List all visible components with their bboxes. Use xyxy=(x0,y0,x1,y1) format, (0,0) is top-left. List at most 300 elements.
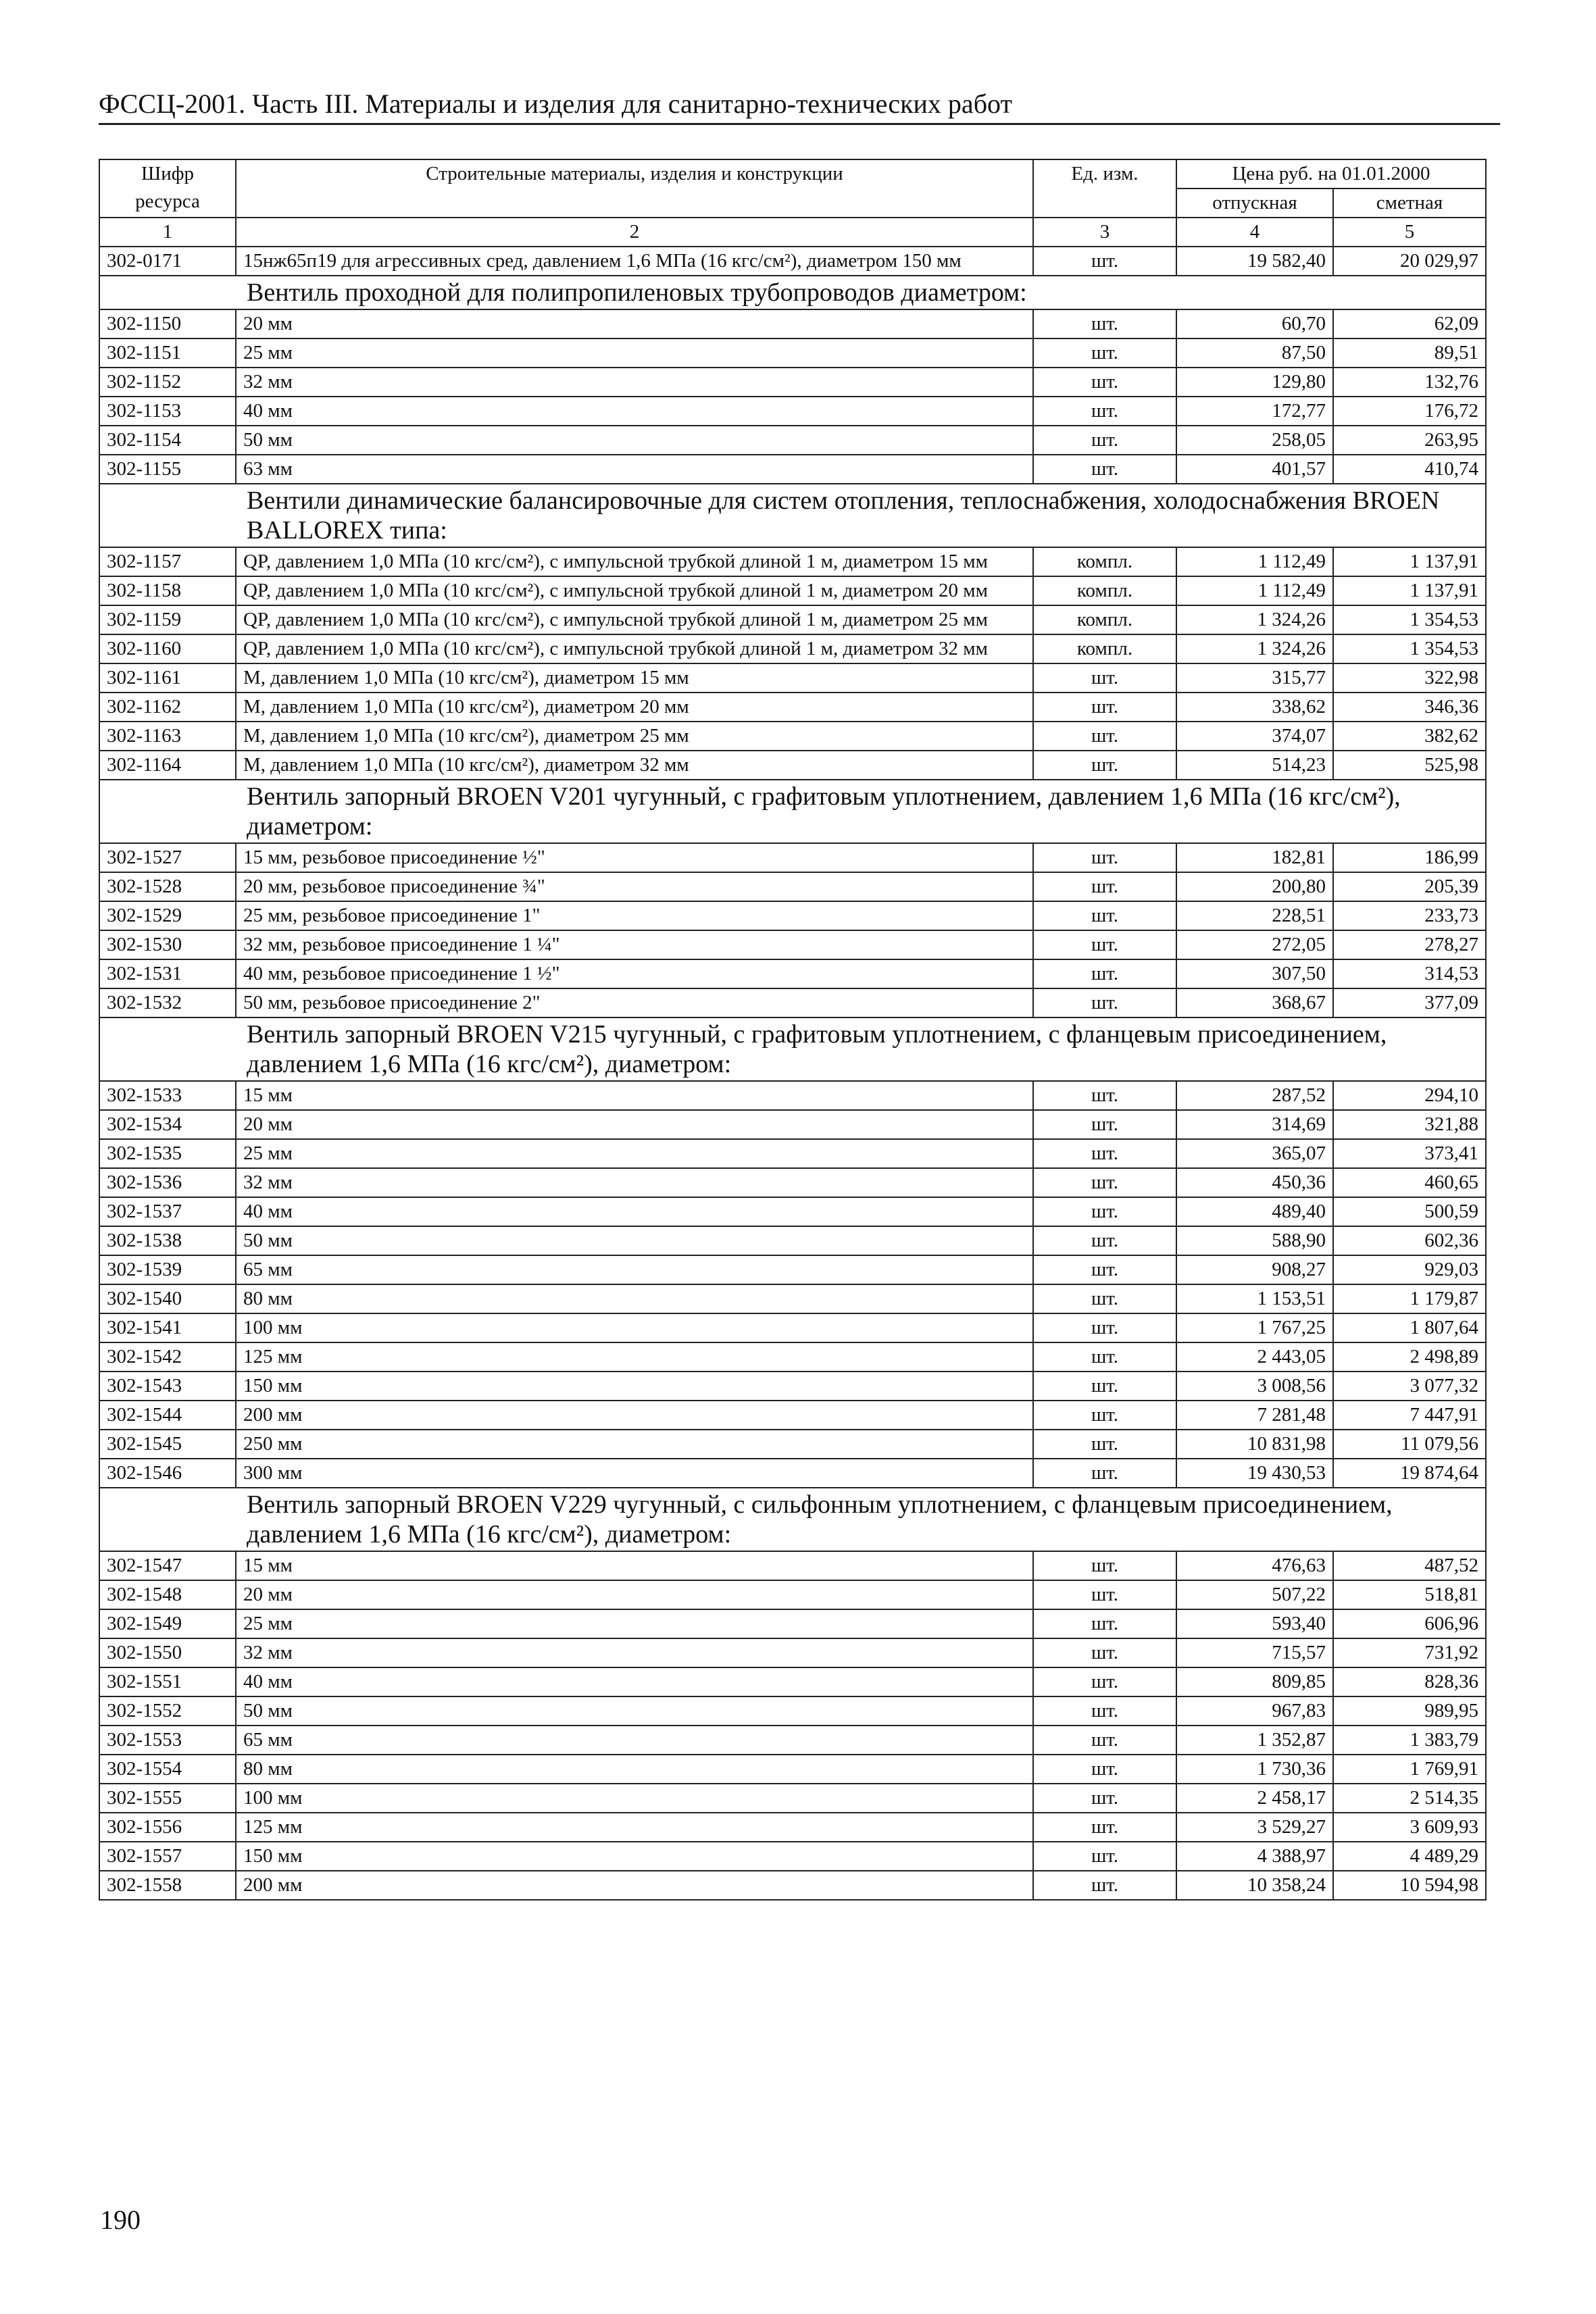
price-release: 60,70 xyxy=(1176,309,1333,338)
table-row xyxy=(99,1784,1486,1813)
resource-code: 302-1163 xyxy=(99,722,236,751)
price-estimate: 20 029,97 xyxy=(1333,247,1486,276)
resource-code: 302-1536 xyxy=(99,1168,236,1197)
header-code: Шифр ресурса xyxy=(99,159,236,218)
price-release: 1 153,51 xyxy=(1176,1284,1333,1313)
price-estimate: 263,95 xyxy=(1333,426,1486,455)
item-name: 200 мм xyxy=(236,1401,1033,1430)
resource-code: 302-1160 xyxy=(99,634,236,663)
item-name: 65 мм xyxy=(236,1726,1033,1755)
resource-code: 302-1545 xyxy=(99,1430,236,1459)
item-name: 32 мм, резьбовое присоединение 1 ¼" xyxy=(236,930,1033,959)
price-release: 129,80 xyxy=(1176,368,1333,397)
price-release: 450,36 xyxy=(1176,1168,1333,1197)
item-name: 40 мм xyxy=(236,1667,1033,1696)
resource-code: 302-1537 xyxy=(99,1197,236,1226)
item-name: 15 мм xyxy=(236,1081,1033,1110)
price-estimate: 518,81 xyxy=(1333,1580,1486,1609)
table-row xyxy=(99,1726,1486,1755)
price-estimate: 89,51 xyxy=(1333,338,1486,368)
resource-code: 302-1542 xyxy=(99,1342,236,1372)
unit-cell: шт. xyxy=(1033,1609,1176,1638)
price-estimate: 2 514,35 xyxy=(1333,1784,1486,1813)
price-estimate: 487,52 xyxy=(1333,1551,1486,1580)
table-row xyxy=(99,1197,1486,1226)
price-release: 228,51 xyxy=(1176,901,1333,930)
item-name: 20 мм xyxy=(236,1580,1033,1609)
item-name: 25 мм xyxy=(236,1139,1033,1168)
item-name: QP, давлением 1,0 МПа (10 кгс/см²), с импульсной трубкой длиной 1 м, диаметром 20 мм xyxy=(236,576,1033,605)
price-estimate: 4 489,29 xyxy=(1333,1842,1486,1871)
section-row xyxy=(99,276,1486,309)
item-name: M, давлением 1,0 МПа (10 кгс/см²), диаметром 15 мм xyxy=(236,663,1033,693)
price-estimate: 205,39 xyxy=(1333,872,1486,901)
item-name: QP, давлением 1,0 МПа (10 кгс/см²), с импульсной трубкой длиной 1 м, диаметром 32 мм xyxy=(236,634,1033,663)
unit-cell: шт. xyxy=(1033,1580,1176,1609)
unit-cell: шт. xyxy=(1033,1638,1176,1667)
price-release: 1 324,26 xyxy=(1176,634,1333,663)
item-name: 200 мм xyxy=(236,1871,1033,1900)
unit-cell: шт. xyxy=(1033,1842,1176,1871)
price-estimate: 1 137,91 xyxy=(1333,576,1486,605)
unit-cell: шт. xyxy=(1033,1459,1176,1488)
price-release: 1 112,49 xyxy=(1176,547,1333,576)
price-estimate: 321,88 xyxy=(1333,1110,1486,1139)
price-estimate: 186,99 xyxy=(1333,843,1486,872)
resource-code: 302-1539 xyxy=(99,1255,236,1284)
table-row xyxy=(99,1430,1486,1459)
table-row xyxy=(99,576,1486,605)
price-estimate: 1 354,53 xyxy=(1333,634,1486,663)
item-name: 15нж65п19 для агрессивных сред, давлением 1,6 МПа (16 кгс/см²), диаметром 150 мм xyxy=(236,247,1033,276)
price-estimate: 294,10 xyxy=(1333,1081,1486,1110)
price-release: 489,40 xyxy=(1176,1197,1333,1226)
price-release: 315,77 xyxy=(1176,663,1333,693)
item-name: 25 мм xyxy=(236,1609,1033,1638)
price-estimate: 314,53 xyxy=(1333,959,1486,988)
item-name: 32 мм xyxy=(236,368,1033,397)
header-price-group: Цена руб. на 01.01.2000 xyxy=(1176,159,1486,188)
resource-code: 302-1558 xyxy=(99,1871,236,1900)
item-name: 125 мм xyxy=(236,1813,1033,1842)
col-number: 3 xyxy=(1033,218,1176,247)
unit-cell: шт. xyxy=(1033,1551,1176,1580)
item-name: 20 мм xyxy=(236,1110,1033,1139)
price-release: 1 324,26 xyxy=(1176,605,1333,634)
price-release: 3 008,56 xyxy=(1176,1372,1333,1401)
price-release: 87,50 xyxy=(1176,338,1333,368)
table-row xyxy=(99,1871,1486,1900)
unit-cell: шт. xyxy=(1033,1430,1176,1459)
item-name: QP, давлением 1,0 МПа (10 кгс/см²), с импульсной трубкой длиной 1 м, диаметром 15 мм xyxy=(236,547,1033,576)
unit-cell: шт. xyxy=(1033,1081,1176,1110)
table-row xyxy=(99,1139,1486,1168)
price-estimate: 2 498,89 xyxy=(1333,1342,1486,1372)
unit-cell: шт. xyxy=(1033,930,1176,959)
unit-cell: шт. xyxy=(1033,1110,1176,1139)
section-row xyxy=(99,484,1486,547)
resource-code: 302-1150 xyxy=(99,309,236,338)
resource-code: 302-1535 xyxy=(99,1139,236,1168)
table-row xyxy=(99,1110,1486,1139)
resource-code: 302-1528 xyxy=(99,872,236,901)
price-estimate: 132,76 xyxy=(1333,368,1486,397)
item-name: 100 мм xyxy=(236,1313,1033,1342)
resource-code: 302-1530 xyxy=(99,930,236,959)
table-row xyxy=(99,368,1486,397)
price-estimate: 233,73 xyxy=(1333,901,1486,930)
unit-cell: шт. xyxy=(1033,1168,1176,1197)
unit-cell: шт. xyxy=(1033,247,1176,276)
resource-code: 302-1158 xyxy=(99,576,236,605)
table-row xyxy=(99,693,1486,722)
price-estimate: 346,36 xyxy=(1333,693,1486,722)
price-release: 401,57 xyxy=(1176,455,1333,484)
price-release: 588,90 xyxy=(1176,1226,1333,1255)
table-row xyxy=(99,1459,1486,1488)
resource-code: 302-1550 xyxy=(99,1638,236,1667)
item-name: M, давлением 1,0 МПа (10 кгс/см²), диаметром 32 мм xyxy=(236,751,1033,780)
price-release: 3 529,27 xyxy=(1176,1813,1333,1842)
item-name: 25 мм xyxy=(236,338,1033,368)
unit-cell: шт. xyxy=(1033,722,1176,751)
table-row xyxy=(99,1255,1486,1284)
price-estimate: 1 807,64 xyxy=(1333,1313,1486,1342)
unit-cell: шт. xyxy=(1033,1784,1176,1813)
table-row xyxy=(99,663,1486,693)
col-number: 2 xyxy=(236,218,1033,247)
item-name: M, давлением 1,0 МПа (10 кгс/см²), диаметром 20 мм xyxy=(236,693,1033,722)
resource-code: 302-1548 xyxy=(99,1580,236,1609)
price-estimate: 1 383,79 xyxy=(1333,1726,1486,1755)
table-row xyxy=(99,1081,1486,1110)
table-row xyxy=(99,843,1486,872)
item-name: 100 мм xyxy=(236,1784,1033,1813)
table-row xyxy=(99,1342,1486,1372)
price-estimate: 3 077,32 xyxy=(1333,1372,1486,1401)
price-release: 908,27 xyxy=(1176,1255,1333,1284)
price-estimate: 525,98 xyxy=(1333,751,1486,780)
unit-cell: шт. xyxy=(1033,1139,1176,1168)
resource-code: 302-1162 xyxy=(99,693,236,722)
header-price-estimate: сметная xyxy=(1333,188,1486,218)
table-row xyxy=(99,309,1486,338)
table-row xyxy=(99,722,1486,751)
item-name: QP, давлением 1,0 МПа (10 кгс/см²), с импульсной трубкой длиной 1 м, диаметром 25 мм xyxy=(236,605,1033,634)
unit-cell: шт. xyxy=(1033,1696,1176,1726)
price-release: 593,40 xyxy=(1176,1609,1333,1638)
resource-code: 302-1556 xyxy=(99,1813,236,1842)
price-estimate: 929,03 xyxy=(1333,1255,1486,1284)
price-release: 287,52 xyxy=(1176,1081,1333,1110)
unit-cell: шт. xyxy=(1033,455,1176,484)
price-release: 809,85 xyxy=(1176,1667,1333,1696)
price-estimate: 602,36 xyxy=(1333,1226,1486,1255)
price-release: 182,81 xyxy=(1176,843,1333,872)
table-row xyxy=(99,1696,1486,1726)
item-name: 65 мм xyxy=(236,1255,1033,1284)
unit-cell: шт. xyxy=(1033,751,1176,780)
unit-cell: шт. xyxy=(1033,872,1176,901)
item-name: 40 мм, резьбовое присоединение 1 ½" xyxy=(236,959,1033,988)
price-estimate: 989,95 xyxy=(1333,1696,1486,1726)
resource-code: 302-1540 xyxy=(99,1284,236,1313)
table-row xyxy=(99,930,1486,959)
table-row xyxy=(99,1755,1486,1784)
resource-code: 302-1553 xyxy=(99,1726,236,1755)
price-release: 1 352,87 xyxy=(1176,1726,1333,1755)
section-row xyxy=(99,1488,1486,1551)
resource-code: 302-1554 xyxy=(99,1755,236,1784)
unit-cell: компл. xyxy=(1033,605,1176,634)
table-row xyxy=(99,1609,1486,1638)
resource-code: 302-1531 xyxy=(99,959,236,988)
price-estimate: 3 609,93 xyxy=(1333,1813,1486,1842)
price-release: 2 443,05 xyxy=(1176,1342,1333,1372)
price-estimate: 606,96 xyxy=(1333,1609,1486,1638)
price-estimate: 10 594,98 xyxy=(1333,1871,1486,1900)
resource-code: 302-1551 xyxy=(99,1667,236,1696)
resource-code: 302-1543 xyxy=(99,1372,236,1401)
item-name: 20 мм, резьбовое присоединение ¾" xyxy=(236,872,1033,901)
price-estimate: 1 354,53 xyxy=(1333,605,1486,634)
unit-cell: шт. xyxy=(1033,1401,1176,1430)
col-number: 4 xyxy=(1176,218,1333,247)
price-estimate: 373,41 xyxy=(1333,1139,1486,1168)
price-release: 7 281,48 xyxy=(1176,1401,1333,1430)
unit-cell: шт. xyxy=(1033,663,1176,693)
price-release: 19 582,40 xyxy=(1176,247,1333,276)
table-row xyxy=(99,988,1486,1017)
item-name: 40 мм xyxy=(236,1197,1033,1226)
price-estimate: 62,09 xyxy=(1333,309,1486,338)
unit-cell: шт. xyxy=(1033,368,1176,397)
price-table xyxy=(99,159,1487,1901)
price-estimate: 500,59 xyxy=(1333,1197,1486,1226)
resource-code: 302-1161 xyxy=(99,663,236,693)
resource-code: 302-1153 xyxy=(99,397,236,426)
table-row xyxy=(99,1226,1486,1255)
page-number: 190 xyxy=(100,2205,141,2235)
table-row xyxy=(99,1401,1486,1430)
price-release: 19 430,53 xyxy=(1176,1459,1333,1488)
resource-code: 302-1546 xyxy=(99,1459,236,1488)
price-estimate: 19 874,64 xyxy=(1333,1459,1486,1488)
table-row xyxy=(99,547,1486,576)
unit-cell: шт. xyxy=(1033,1813,1176,1842)
price-release: 307,50 xyxy=(1176,959,1333,988)
table-row xyxy=(99,1313,1486,1342)
table-row xyxy=(99,247,1486,276)
price-estimate: 410,74 xyxy=(1333,455,1486,484)
price-release: 1 767,25 xyxy=(1176,1313,1333,1342)
resource-code: 302-1155 xyxy=(99,455,236,484)
header-unit: Ед. изм. xyxy=(1033,159,1176,218)
resource-code: 302-1549 xyxy=(99,1609,236,1638)
resource-code: 302-1538 xyxy=(99,1226,236,1255)
table-row xyxy=(99,426,1486,455)
unit-cell: компл. xyxy=(1033,634,1176,663)
price-release: 10 358,24 xyxy=(1176,1871,1333,1900)
table-row xyxy=(99,455,1486,484)
table-row xyxy=(99,1580,1486,1609)
unit-cell: шт. xyxy=(1033,1726,1176,1755)
price-release: 514,23 xyxy=(1176,751,1333,780)
table-row xyxy=(99,634,1486,663)
resource-code: 302-1157 xyxy=(99,547,236,576)
table-row xyxy=(99,338,1486,368)
item-name: 32 мм xyxy=(236,1638,1033,1667)
price-release: 967,83 xyxy=(1176,1696,1333,1726)
item-name: 25 мм, резьбовое присоединение 1" xyxy=(236,901,1033,930)
resource-code: 302-1547 xyxy=(99,1551,236,1580)
section-title: Вентиль запорный BROEN V229 чугунный, с сильфонным уплотнением, с фланцевым присоединением, давлением 1,6 МПа (16 кгс/см²), диаметром: xyxy=(99,1488,1486,1551)
item-name: 50 мм xyxy=(236,1226,1033,1255)
price-estimate: 1 769,91 xyxy=(1333,1755,1486,1784)
price-release: 172,77 xyxy=(1176,397,1333,426)
page-header: ФССЦ-2001. Часть III. Материалы и изделия для санитарно-технических работ xyxy=(99,86,1500,125)
unit-cell: компл. xyxy=(1033,547,1176,576)
resource-code: 302-1159 xyxy=(99,605,236,634)
unit-cell: шт. xyxy=(1033,1871,1176,1900)
item-name: 50 мм xyxy=(236,426,1033,455)
resource-code: 302-1555 xyxy=(99,1784,236,1813)
item-name: 50 мм, резьбовое присоединение 2" xyxy=(236,988,1033,1017)
table-row xyxy=(99,959,1486,988)
unit-cell: компл. xyxy=(1033,576,1176,605)
unit-cell: шт. xyxy=(1033,988,1176,1017)
item-name: 40 мм xyxy=(236,397,1033,426)
resource-code: 302-1532 xyxy=(99,988,236,1017)
unit-cell: шт. xyxy=(1033,1342,1176,1372)
price-estimate: 828,36 xyxy=(1333,1667,1486,1696)
item-name: 80 мм xyxy=(236,1284,1033,1313)
price-release: 4 388,97 xyxy=(1176,1842,1333,1871)
unit-cell: шт. xyxy=(1033,1372,1176,1401)
price-release: 338,62 xyxy=(1176,693,1333,722)
header-name: Строительные материалы, изделия и конструкции xyxy=(236,159,1033,218)
column-number-row xyxy=(99,218,1486,247)
unit-cell: шт. xyxy=(1033,959,1176,988)
price-release: 374,07 xyxy=(1176,722,1333,751)
table-row xyxy=(99,1284,1486,1313)
price-release: 715,57 xyxy=(1176,1638,1333,1667)
item-name: 63 мм xyxy=(236,455,1033,484)
col-number: 5 xyxy=(1333,218,1486,247)
price-estimate: 382,62 xyxy=(1333,722,1486,751)
item-name: 300 мм xyxy=(236,1459,1033,1488)
price-release: 314,69 xyxy=(1176,1110,1333,1139)
table-row xyxy=(99,1638,1486,1667)
item-name: 250 мм xyxy=(236,1430,1033,1459)
resource-code: 302-1152 xyxy=(99,368,236,397)
resource-code: 302-1529 xyxy=(99,901,236,930)
price-estimate: 176,72 xyxy=(1333,397,1486,426)
price-release: 507,22 xyxy=(1176,1580,1333,1609)
resource-code: 302-1151 xyxy=(99,338,236,368)
item-name: 32 мм xyxy=(236,1168,1033,1197)
table-row xyxy=(99,1168,1486,1197)
table-row xyxy=(99,751,1486,780)
unit-cell: шт. xyxy=(1033,338,1176,368)
resource-code: 302-1533 xyxy=(99,1081,236,1110)
unit-cell: шт. xyxy=(1033,1226,1176,1255)
table-row xyxy=(99,872,1486,901)
table-row xyxy=(99,1551,1486,1580)
item-name: 15 мм, резьбовое присоединение ½" xyxy=(236,843,1033,872)
table-row xyxy=(99,1842,1486,1871)
unit-cell: шт. xyxy=(1033,426,1176,455)
unit-cell: шт. xyxy=(1033,1667,1176,1696)
resource-code: 302-1527 xyxy=(99,843,236,872)
price-estimate: 11 079,56 xyxy=(1333,1430,1486,1459)
item-name: 125 мм xyxy=(236,1342,1033,1372)
item-name: 80 мм xyxy=(236,1755,1033,1784)
price-release: 1 730,36 xyxy=(1176,1755,1333,1784)
unit-cell: шт. xyxy=(1033,1755,1176,1784)
unit-cell: шт. xyxy=(1033,397,1176,426)
price-estimate: 1 137,91 xyxy=(1333,547,1486,576)
unit-cell: шт. xyxy=(1033,901,1176,930)
price-release: 365,07 xyxy=(1176,1139,1333,1168)
price-release: 200,80 xyxy=(1176,872,1333,901)
resource-code: 302-1544 xyxy=(99,1401,236,1430)
section-title: Вентили динамические балансировочные для систем отопления, теплоснабжения, холодоснабжения BROEN BALLOREX типа: xyxy=(99,484,1486,547)
price-release: 1 112,49 xyxy=(1176,576,1333,605)
price-release: 258,05 xyxy=(1176,426,1333,455)
resource-code: 302-1552 xyxy=(99,1696,236,1726)
price-estimate: 731,92 xyxy=(1333,1638,1486,1667)
unit-cell: шт. xyxy=(1033,693,1176,722)
table-row xyxy=(99,901,1486,930)
table-row xyxy=(99,397,1486,426)
price-estimate: 1 179,87 xyxy=(1333,1284,1486,1313)
table-row xyxy=(99,605,1486,634)
table-row xyxy=(99,1372,1486,1401)
resource-code: 302-0171 xyxy=(99,247,236,276)
price-release: 2 458,17 xyxy=(1176,1784,1333,1813)
section-title: Вентиль запорный BROEN V201 чугунный, с графитовым уплотнением, давлением 1,6 МПа (16 кгс/см²), диаметром: xyxy=(99,780,1486,843)
item-name: 50 мм xyxy=(236,1696,1033,1726)
item-name: M, давлением 1,0 МПа (10 кгс/см²), диаметром 25 мм xyxy=(236,722,1033,751)
unit-cell: шт. xyxy=(1033,1284,1176,1313)
section-title: Вентиль проходной для полипропиленовых трубопроводов диаметром: xyxy=(99,276,1486,309)
resource-code: 302-1154 xyxy=(99,426,236,455)
price-release: 272,05 xyxy=(1176,930,1333,959)
unit-cell: шт. xyxy=(1033,1197,1176,1226)
unit-cell: шт. xyxy=(1033,843,1176,872)
table-row xyxy=(99,1813,1486,1842)
price-estimate: 377,09 xyxy=(1333,988,1486,1017)
section-row xyxy=(99,1017,1486,1081)
col-number: 1 xyxy=(99,218,236,247)
resource-code: 302-1557 xyxy=(99,1842,236,1871)
price-estimate: 278,27 xyxy=(1333,930,1486,959)
unit-cell: шт. xyxy=(1033,1255,1176,1284)
unit-cell: шт. xyxy=(1033,1313,1176,1342)
price-estimate: 7 447,91 xyxy=(1333,1401,1486,1430)
item-name: 150 мм xyxy=(236,1842,1033,1871)
header-price-release: отпускная xyxy=(1176,188,1333,218)
price-estimate: 322,98 xyxy=(1333,663,1486,693)
table-header-row xyxy=(99,159,1486,188)
section-title: Вентиль запорный BROEN V215 чугунный, с графитовым уплотнением, с фланцевым присоединением, давлением 1,6 МПа (16 кгс/см²), диаметром: xyxy=(99,1017,1486,1081)
table-row xyxy=(99,1667,1486,1696)
unit-cell: шт. xyxy=(1033,309,1176,338)
section-row xyxy=(99,780,1486,843)
price-estimate: 460,65 xyxy=(1333,1168,1486,1197)
item-name: 20 мм xyxy=(236,309,1033,338)
